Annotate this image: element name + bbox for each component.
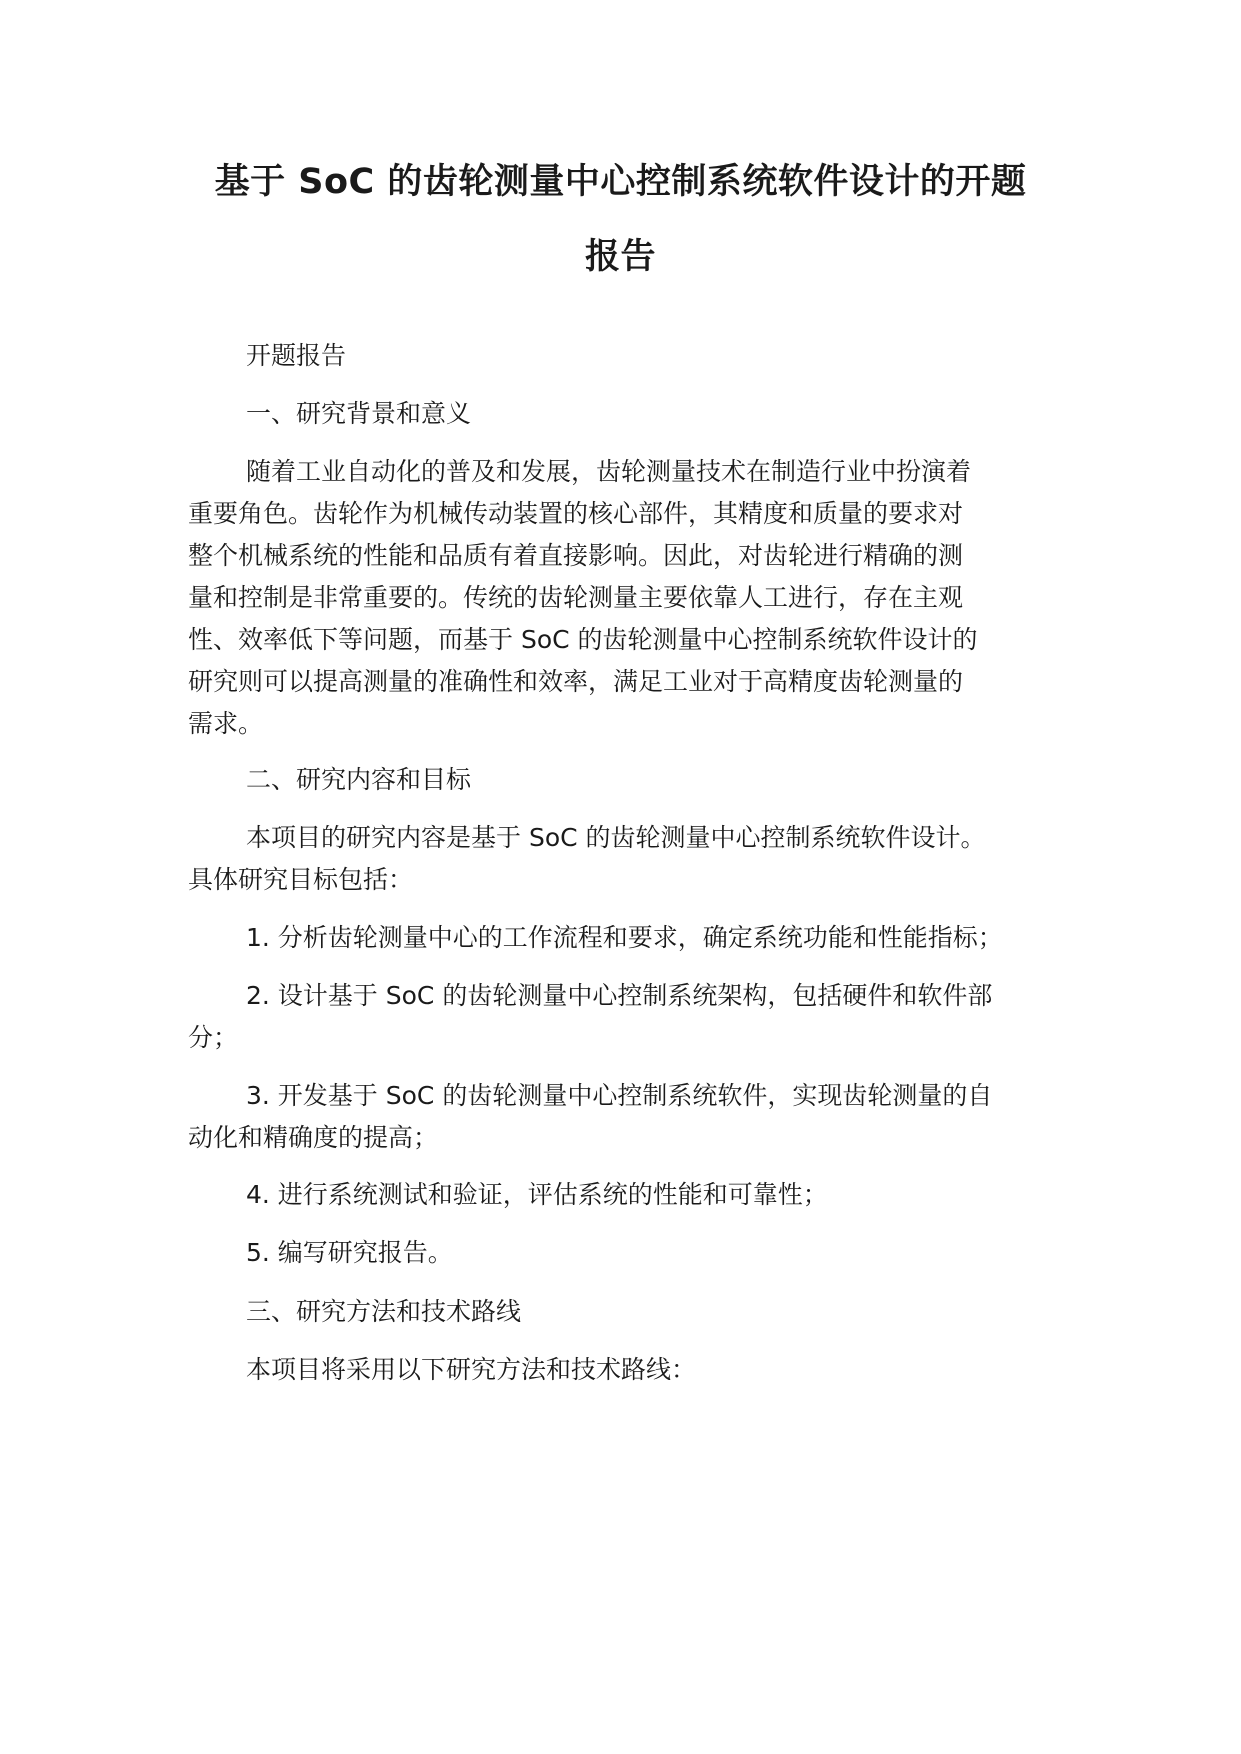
- section-3-paragraph-line: 本项目将采用以下研究方法和技术路线：: [246, 1355, 697, 1384]
- section-1-paragraph-line: 量和控制是非常重要的。传统的齿轮测量主要依靠人工进行，存在主观: [188, 583, 964, 612]
- section-1-paragraph-line: 随着工业自动化的普及和发展，齿轮测量技术在制造行业中扮演着: [246, 457, 972, 486]
- goal-item-2-continued: 分；: [188, 1023, 239, 1052]
- goal-item-5: 5. 编写研究报告。: [246, 1238, 453, 1267]
- section-1-paragraph-line: 研究则可以提高测量的准确性和效率，满足工业对于高精度齿轮测量的: [188, 667, 964, 696]
- document-title-line-1: 基于 SoC 的齿轮测量中心控制系统软件设计的开题: [214, 162, 1027, 202]
- section-2-paragraph-line: 具体研究目标包括：: [188, 865, 414, 894]
- section-1-paragraph-line: 性、效率低下等问题，而基于 SoC 的齿轮测量中心控制系统软件设计的: [188, 625, 978, 654]
- section-1-heading: 一、研究背景和意义: [246, 399, 472, 428]
- section-1-paragraph-line: 重要角色。齿轮作为机械传动装置的核心部件，其精度和质量的要求对: [188, 499, 964, 528]
- goal-item-1: 1. 分析齿轮测量中心的工作流程和要求，确定系统功能和性能指标；: [246, 923, 1003, 952]
- goal-item-3-continued: 动化和精确度的提高；: [188, 1123, 439, 1152]
- goal-item-4: 4. 进行系统测试和验证，评估系统的性能和可靠性；: [246, 1180, 828, 1209]
- goal-item-2: 2. 设计基于 SoC 的齿轮测量中心控制系统架构，包括硬件和软件部: [246, 981, 993, 1010]
- section-1-paragraph-line: 需求。: [188, 709, 264, 738]
- section-3-heading: 三、研究方法和技术路线: [246, 1297, 522, 1326]
- section-1-paragraph-line: 整个机械系统的性能和品质有着直接影响。因此，对齿轮进行精确的测: [188, 541, 964, 570]
- heading-report: 开题报告: [246, 341, 347, 370]
- section-2-heading: 二、研究内容和目标: [246, 765, 472, 794]
- goal-item-3: 3. 开发基于 SoC 的齿轮测量中心控制系统软件，实现齿轮测量的自: [246, 1081, 993, 1110]
- document-title-line-2: 报告: [584, 237, 656, 277]
- section-2-paragraph-line: 本项目的研究内容是基于 SoC 的齿轮测量中心控制系统软件设计。: [246, 823, 986, 852]
